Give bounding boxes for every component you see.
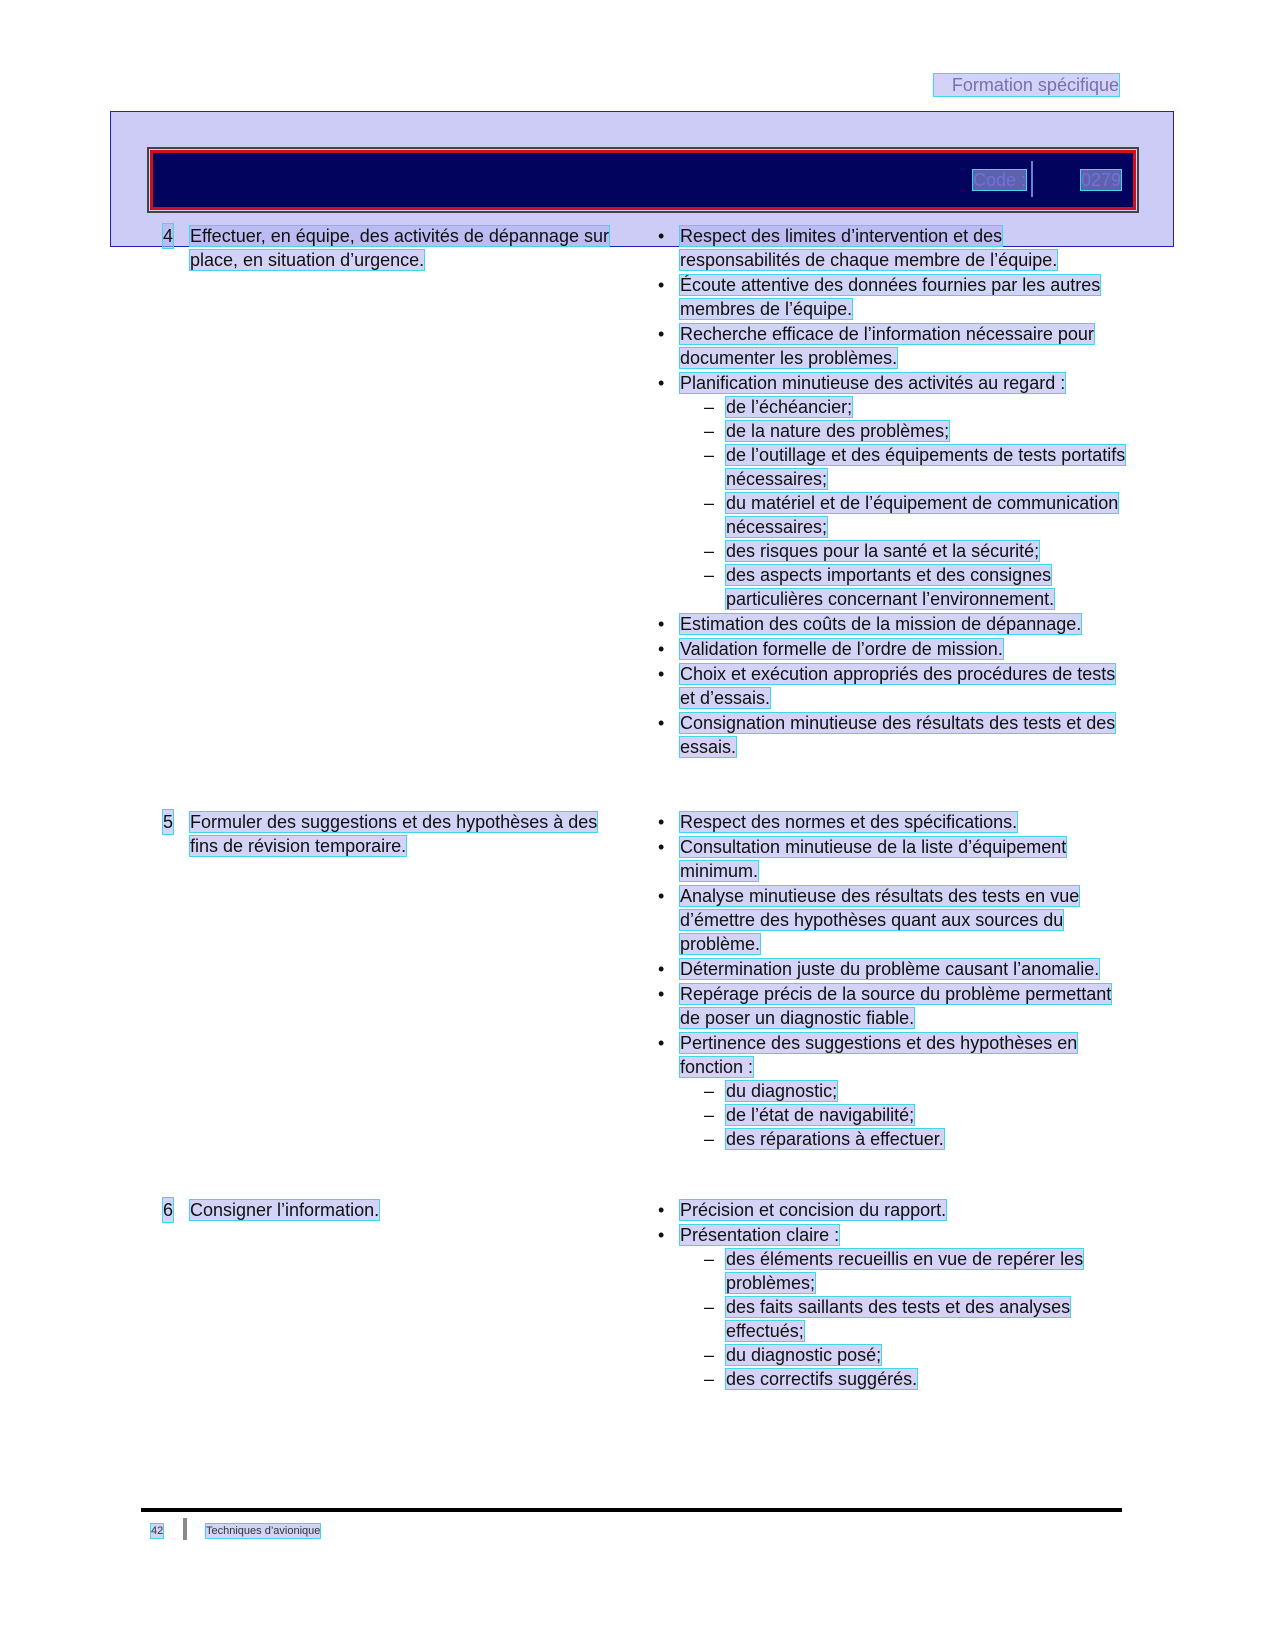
criterion-item: • Précision et concision du rapport. xyxy=(656,1198,1126,1222)
sub-criterion-item: – du diagnostic posé; xyxy=(680,1343,1126,1367)
sub-criterion-item: – du matériel et de l’équipement de communication nécessaires; xyxy=(680,491,1126,539)
criteria-list xyxy=(656,1198,1126,1392)
sub-criterion-item: – du diagnostic; xyxy=(680,1079,1126,1103)
sub-criterion-item: – des risques pour la santé et la sécurité; xyxy=(680,539,1126,563)
criteria-list xyxy=(656,810,1126,1152)
row-number: 5 xyxy=(163,812,174,832)
code-separator xyxy=(1031,161,1047,197)
criterion-item: • Choix et exécution appropriés des procédures de tests et d’essais. xyxy=(656,662,1126,710)
sub-criterion-item: – des éléments recueillis en vue de repérer les problèmes; xyxy=(680,1247,1126,1295)
criterion-item: • Écoute attentive des données fournies par les autres membres de l’équipe. xyxy=(656,273,1126,321)
criterion-item: • Consignation minutieuse des résultats des tests et des essais. xyxy=(656,711,1126,759)
criterion-item: • Recherche efficace de l’information nécessaire pour documenter les problèmes. xyxy=(656,322,1126,370)
sub-criterion-item: – de l’outillage et des équipements de tests portatifs nécessaires; xyxy=(680,443,1126,491)
sub-criteria-list xyxy=(680,1079,1126,1151)
criterion-item: • Analyse minutieuse des résultats des tests en vue d’émettre des hypothèses quant aux sources du problème. xyxy=(656,884,1126,956)
sub-criteria-list xyxy=(680,1247,1126,1391)
row-number: 6 xyxy=(163,1200,174,1220)
code-bar xyxy=(150,150,1136,210)
code-label: Code : xyxy=(973,170,1027,190)
criterion-item: • Présentation claire : – des éléments recueillis en vue de repérer les problèmes; – des faits saillants des tests et des analyses effectués; – du diagnostic posé; – des correctifs suggérés. xyxy=(656,1223,1126,1391)
row-number: 4 xyxy=(163,226,174,246)
criterion-item: • Validation formelle de l’ordre de mission. xyxy=(656,637,1126,661)
criterion-item: • Détermination juste du problème causant l’anomalie. xyxy=(656,957,1126,981)
criterion-item: • Respect des limites d’intervention et des responsabilités de chaque membre de l’équipe. xyxy=(656,224,1126,272)
sub-criteria-list xyxy=(680,395,1126,611)
running-head: Formation spécifique xyxy=(934,74,1119,96)
criterion-item: • Planification minutieuse des activités au regard : – de l’échéancier; – de la nature des problèmes; – de l’outillage et des équipements de tests portatifs nécessaires; – du matériel et de l’équipement de communication nécessaires; – des risques pour la santé et la sécurité; – des aspects importants et des consignes particulières concernant l’environnement. xyxy=(656,371,1126,611)
criterion-item: • Consultation minutieuse de la liste d’équipement minimum. xyxy=(656,835,1126,883)
task-text: Effectuer, en équipe, des activités de dépannage sur place, en situation d’urgence. xyxy=(190,226,609,270)
task-text: Consigner l’information. xyxy=(190,1200,380,1220)
footer-rule xyxy=(141,1508,1122,1512)
sub-criterion-item: – des aspects importants et des consignes particulières concernant l’environnement. xyxy=(680,563,1126,611)
criterion-item: • Pertinence des suggestions et des hypothèses en fonction : – du diagnostic; – de l’état de navigabilité; – des réparations à effectuer. xyxy=(656,1031,1126,1151)
sub-criterion-item: – de l’échéancier; xyxy=(680,395,1126,419)
code-value: 0279 xyxy=(1081,170,1122,190)
criterion-item: • Repérage précis de la source du problème permettant de poser un diagnostic fiable. xyxy=(656,982,1126,1030)
sub-criterion-item: – de l’état de navigabilité; xyxy=(680,1103,1126,1127)
footer-title: Techniques d’avionique xyxy=(206,1525,321,1537)
criterion-item: • Estimation des coûts de la mission de dépannage. xyxy=(656,612,1126,636)
sub-criterion-item: – des correctifs suggérés. xyxy=(680,1367,1126,1391)
criterion-item: • Respect des normes et des spécifications. xyxy=(656,810,1126,834)
sub-criterion-item: – des faits saillants des tests et des analyses effectués; xyxy=(680,1295,1126,1343)
sub-criterion-item: – de la nature des problèmes; xyxy=(680,419,1126,443)
criteria-list xyxy=(656,224,1126,760)
footer-page-number: 42 xyxy=(151,1525,164,1537)
task-text: Formuler des suggestions et des hypothèses à des fins de révision temporaire. xyxy=(190,812,598,856)
footer-separator xyxy=(183,1518,187,1540)
sub-criterion-item: – des réparations à effectuer. xyxy=(680,1127,1126,1151)
